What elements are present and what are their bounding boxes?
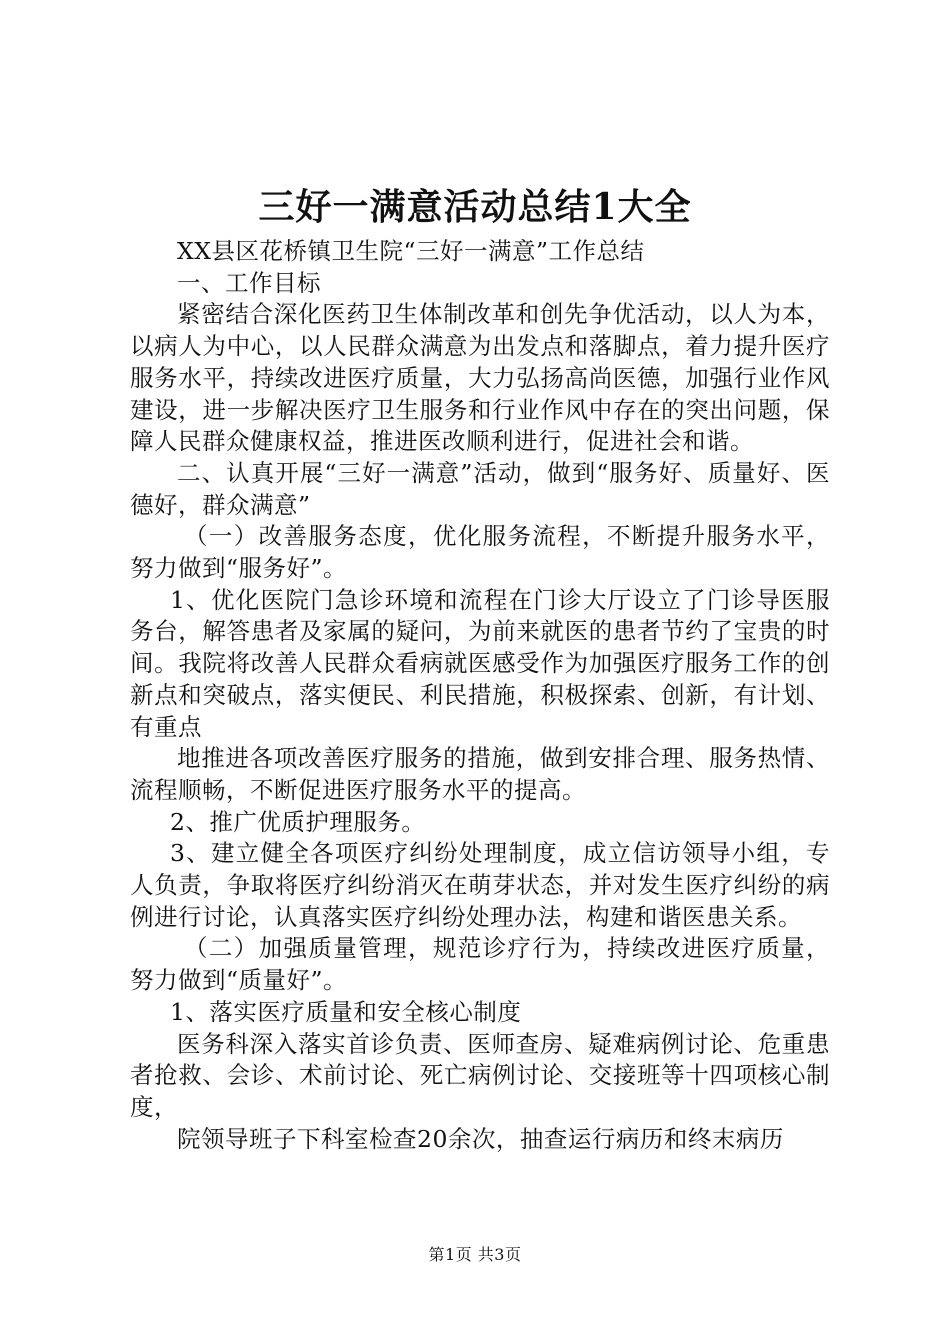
page-footer: 第1页 共3页 bbox=[428, 1245, 522, 1264]
document-title: 三好一满意活动总结1大全 bbox=[258, 186, 692, 228]
body-paragraph: 紧密结合深化医药卫生体制改革和创先争优活动，以人为本，以病人为中心，以人民群众满意为出发点和落脚点，着力提升医疗服务水平，持续改进医疗质量，大力弘扬高尚医德，加强行业作风建设，进一步解决医疗卫生服务和行业作风中存在的突出问题，保障人民群众健康权益，推进医改顺利进行，促进社会和谐。 bbox=[130, 300, 830, 456]
body-paragraph: 医务科深入落实首诊负责、医师查房、疑难病例讨论、危重患者抢救、会诊、术前讨论、死亡病例讨论、交接班等十四项核心制度， bbox=[130, 1029, 830, 1121]
body-paragraph: 2、推广优质护理服务。 bbox=[169, 807, 426, 836]
body-paragraph: 3、建立健全各项医疗纠纷处理制度，成立信访领导小组，专人负责，争取将医疗纠纷消灭在萌芽状态，并对发生医疗纠纷的病例进行讨论，认真落实医疗纠纷处理办法，构建和谐医患关系。 bbox=[130, 839, 830, 931]
subsection-heading-quality: （二）加强质量管理，规范诊疗行为，持续改进医疗质量，努力做到“质量好”。 bbox=[130, 934, 830, 995]
body-paragraph: 院领导班子下科室检查20余次，抽查运行病历和终末病历 bbox=[177, 1124, 784, 1153]
body-paragraph: 1、优化医院门急诊环境和流程在门诊大厅设立了门诊导医服务台，解答患者及家属的疑问，为前来就医的患者节约了宝贵的时间。我院将改善人民群众看病就医感受作为加强医疗服务工作的创新点和突破点，落实便民、利民措施，积极探索、创新，有计划、有重点 bbox=[130, 585, 830, 741]
document-body bbox=[130, 236, 830, 1155]
body-paragraph: 1、落实医疗质量和安全核心制度 bbox=[169, 997, 522, 1026]
body-paragraph: 地推进各项改善医疗服务的措施，做到安排合理、服务热情、流程顺畅，不断促进医疗服务水平的提高。 bbox=[130, 744, 830, 804]
section-heading-goals: 一、工作目标 bbox=[177, 268, 321, 297]
subtitle-paragraph: XX县区花桥镇卫生院“三好一满意”工作总结 bbox=[177, 237, 645, 265]
subsection-heading-service: （一）改善服务态度，优化服务流程，不断提升服务水平，努力做到“服务好”。 bbox=[130, 522, 830, 583]
section-heading-activities: 二、认真开展“三好一满意”活动，做到“服务好、质量好、医德好，群众满意” bbox=[130, 458, 830, 519]
